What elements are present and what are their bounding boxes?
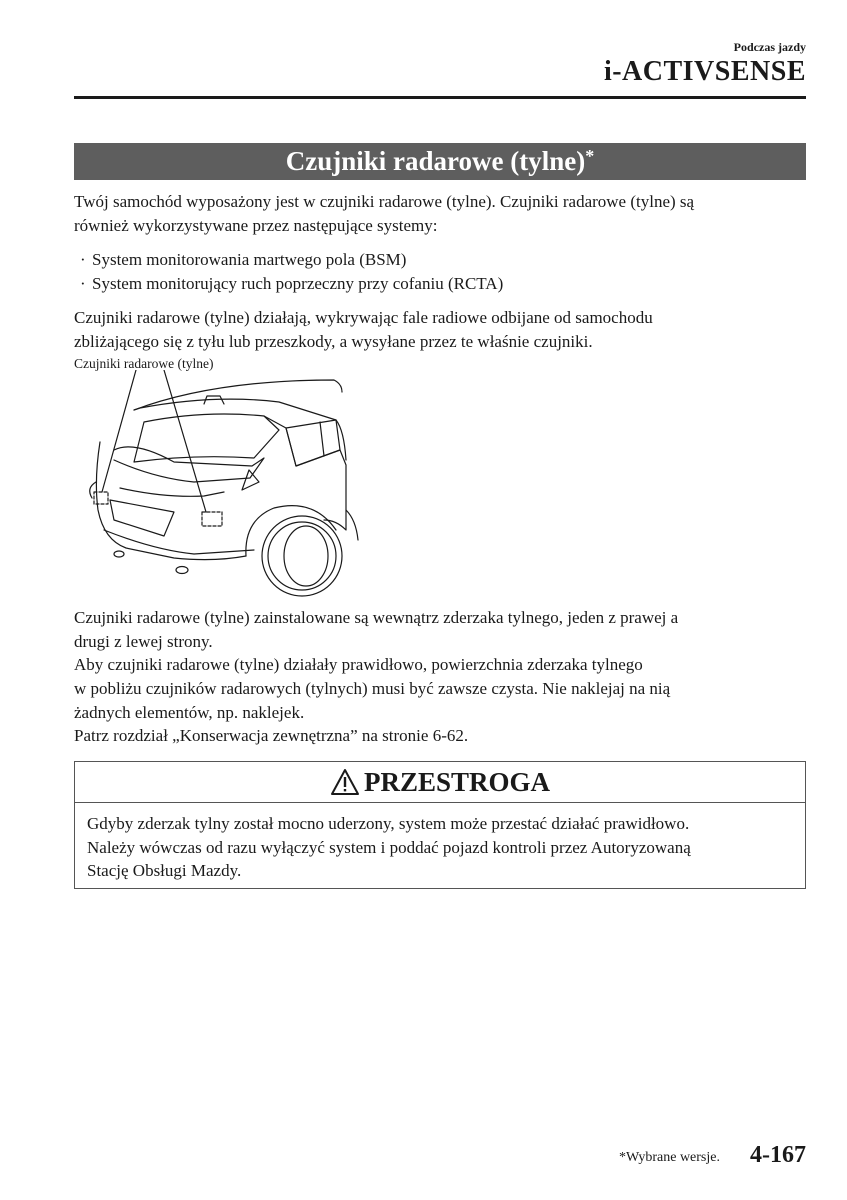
bullet-item-bsm [80,248,406,272]
caution-heading [75,762,805,803]
rear-car-illustration [74,370,374,600]
body-line-3: Aby czujniki radarowe (tylne) działały prawidłowo, powierzchnia zderzaka tylnego [74,655,643,674]
body-line-4: w pobliżu czujników radarowych (tylnych) musi być zawsze czysta. Nie naklejaj na nią [74,679,671,698]
section-title: Czujniki radarowe (tylne) [285,146,586,176]
body-line-6-reference: Patrz rozdział „Konserwacja zewnętrzna” na stronie 6-62. [74,726,469,745]
description-line-2: zbliżającego się z tyłu lub przeszkody, a wysyłane przez te właśnie czujniki. [74,332,593,351]
caution-body [87,812,797,883]
footer-note: *Wybrane wersje. [618,1150,720,1165]
section-asterisk: * [585,146,595,166]
bullet-text: System monitorowania martwego pola (BSM) [92,250,407,269]
caution-line-2: Należy wówczas od razu wyłączyć system i poddać pojazd kontroli przez Autoryzowaną [87,837,691,857]
header-rule [74,96,806,99]
header-section-label: Podczas jazdy [733,40,806,54]
bullet-text: System monitorujący ruch poprzeczny przy cofaniu (RCTA) [92,274,504,293]
description-line-1: Czujniki radarowe (tylne) działają, wykrywając fale radiowe odbijane od samochodu [74,308,653,327]
intro-line-1: Twój samochód wyposażony jest w czujniki radarowe (tylne). Czujniki radarowe (tylne) są [74,192,695,211]
section-title-bar [74,143,806,180]
warning-triangle-icon [330,768,360,796]
page-number: 4-167 [750,1142,806,1168]
body-line-5: żadnych elementów, np. naklejek. [74,703,305,722]
body-line-1: Czujniki radarowe (tylne) zainstalowane są wewnątrz zderzaka tylnego, jeden z prawej a [74,608,679,627]
body-line-2: drugi z lewej strony. [74,632,213,651]
bullet-marker: · [80,250,86,269]
bullet-marker: · [80,274,86,293]
intro-line-2: również wykorzystywane przez następujące systemy: [74,216,438,235]
bullet-item-rcta [80,272,503,296]
caution-heading-text: PRZESTROGA [363,767,551,797]
caution-line-3: Stację Obsługi Mazdy. [87,861,242,880]
figure-caption: Czujniki radarowe (tylne) [74,356,214,371]
caution-line-1: Gdyby zderzak tylny został mocno uderzony, system może przestać działać prawidłowo. [87,814,690,833]
caution-box [74,761,806,889]
header-chapter-title: i-ACTIVSENSE [603,56,806,87]
